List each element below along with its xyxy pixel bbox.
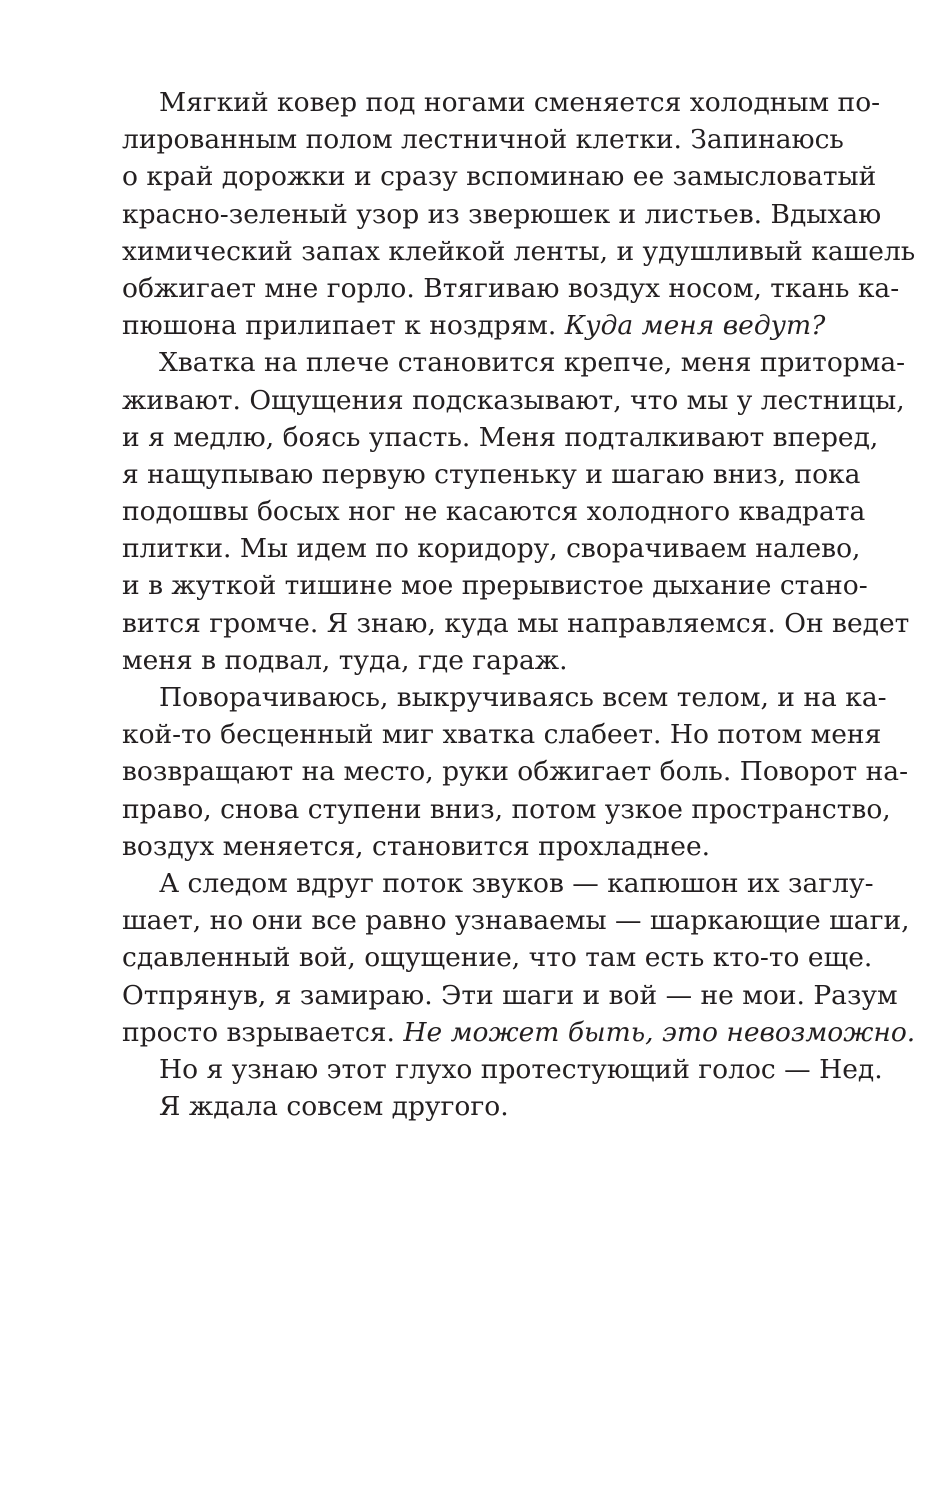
paragraph xyxy=(122,84,916,344)
text-line: воздух меняется, становится прохладнее. xyxy=(122,830,711,862)
text-line: Мягкий ковер под ногами сменяется холодным по- xyxy=(159,87,881,118)
text-line: Я ждала совсем другого. xyxy=(159,1091,509,1123)
text-line xyxy=(122,1014,916,1051)
text-line: возвращают на место, руки обжигает боль. Поворот на- xyxy=(122,756,909,788)
text-line: красно-зеленый узор из зверюшек и листьев. Вдыхаю xyxy=(122,198,882,230)
text-line: сдавленный вой, ощущение, что там есть кто-то еще. xyxy=(122,942,873,974)
text-line: право, снова ступени вниз, потом узкое пространство, xyxy=(122,793,891,825)
text-line: меня в подвал, туда, где гараж. xyxy=(122,644,568,676)
text-line: Но я узнаю этот глухо протестующий голос — Нед. xyxy=(159,1053,883,1085)
text-run: просто взрывается. xyxy=(122,1016,404,1048)
text-line: подошвы босых ног не касаются холодного квадрата xyxy=(122,496,866,528)
text-line: Хватка на плече становится крепче, меня приторма- xyxy=(159,347,906,379)
paragraph xyxy=(122,1051,883,1088)
text-line: химический запах клейкой ленты, и удушливый кашель xyxy=(122,235,916,267)
text-line: плитки. Мы идем по коридору, сворачиваем налево, xyxy=(122,533,861,565)
text-line: обжигает мне горло. Втягиваю воздух носом, ткань ка- xyxy=(122,272,900,304)
text-line: шает, но они все равно узнаваемы — шаркающие шаги, xyxy=(122,905,910,937)
text-line: и в жуткой тишине мое прерывистое дыхание стано- xyxy=(122,570,868,602)
italic-text-run: Не может быть, это невозможно. xyxy=(403,1016,916,1048)
text-run: пюшона прилипает к ноздрям. xyxy=(122,310,565,342)
paragraph xyxy=(122,1088,830,1125)
text-line xyxy=(122,307,830,344)
text-line: вится громче. Я знаю, куда мы направляемся. Он ведет xyxy=(122,607,910,639)
text-line: кой-то бесценный миг хватка слабеет. Но потом меня xyxy=(122,719,882,751)
paragraph xyxy=(122,865,916,1051)
text-line: я нащупываю первую ступеньку и шагаю вниз, пока xyxy=(122,458,861,490)
text-line: и я медлю, боясь упасть. Меня подталкивают вперед, xyxy=(122,421,879,453)
paragraph xyxy=(122,344,910,679)
book-page xyxy=(122,84,916,1125)
text-line: живают. Ощущения подсказывают, что мы у лестницы, xyxy=(122,384,905,416)
italic-text-run: Куда меня ведут? xyxy=(564,310,826,342)
text-line: о край дорожки и сразу вспоминаю ее замысловатый xyxy=(122,161,877,193)
text-line: Поворачиваюсь, выкручиваясь всем телом, и на ка- xyxy=(159,682,887,713)
paragraph xyxy=(122,679,909,865)
text-line: лированным полом лестничной клетки. Запинаюсь xyxy=(122,124,844,156)
text-line: Отпрянув, я замираю. Эти шаги и вой — не мои. Разум xyxy=(122,979,898,1011)
text-line: А следом вдруг поток звуков — капюшон их заглу- xyxy=(159,867,874,899)
